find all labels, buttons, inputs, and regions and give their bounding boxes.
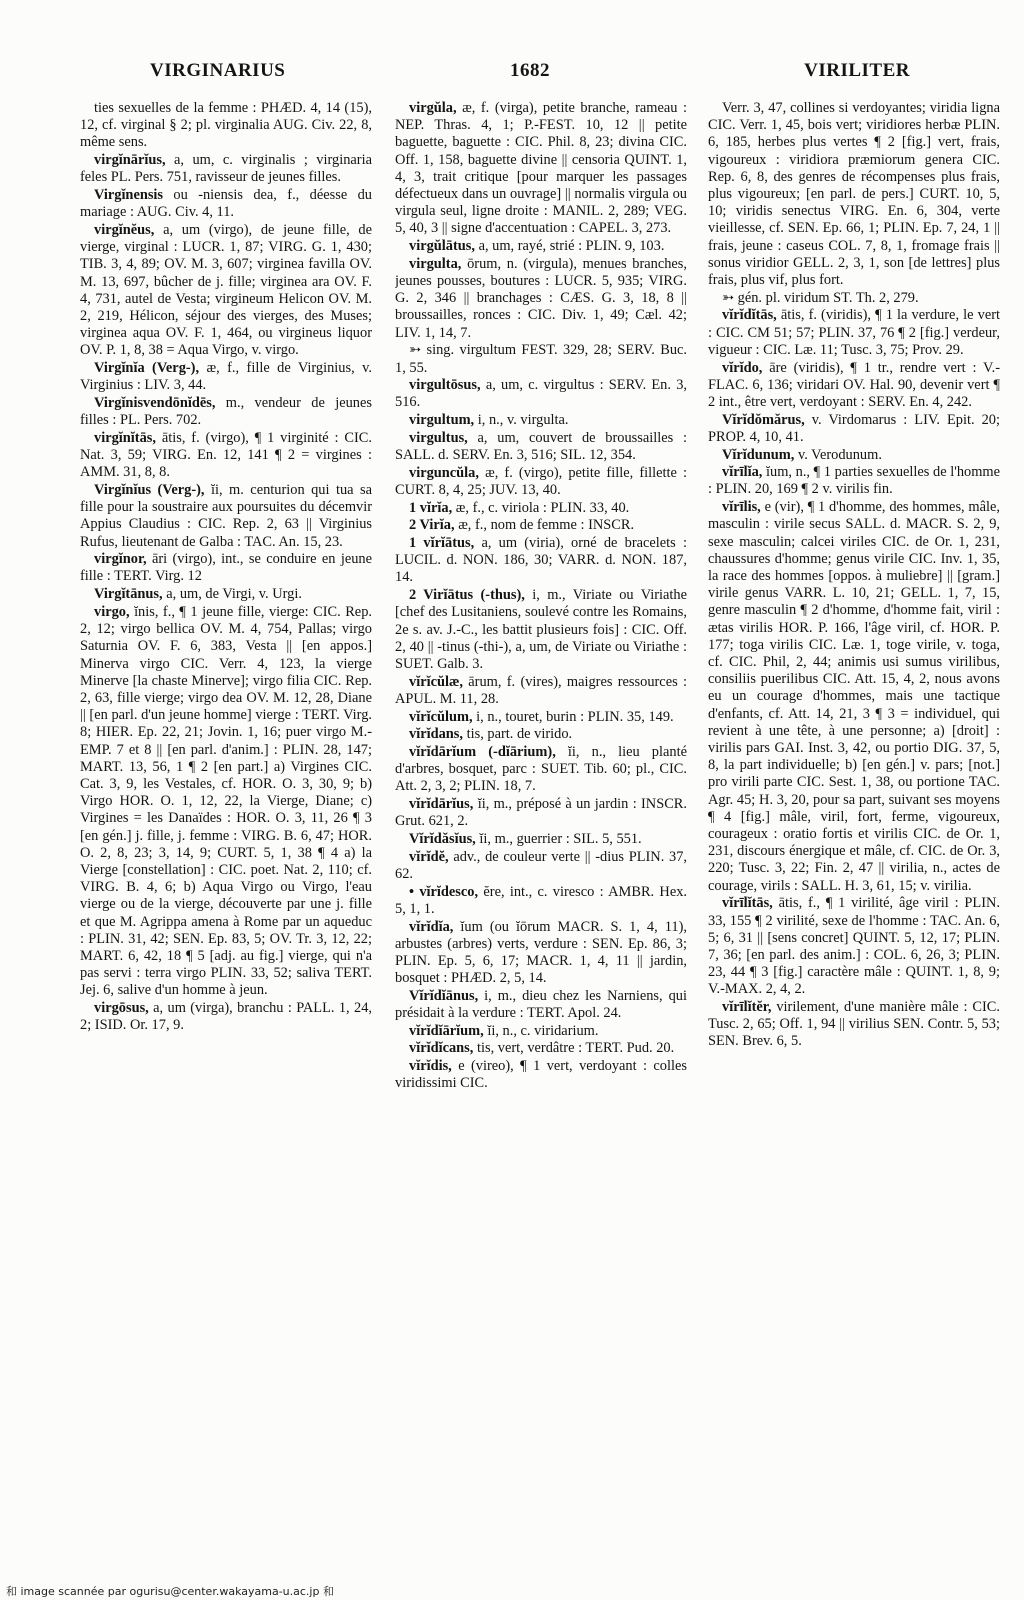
entry-definition: a, um, c. virginalis ; virginaria feles PL. Pers. 751, ravisseur de jeunes filles. xyxy=(80,152,372,186)
dictionary-entry xyxy=(395,709,687,726)
entry-headword: 1 vĭrĭa, xyxy=(409,499,453,516)
dictionary-entry xyxy=(395,988,687,1022)
entry-headword: vĭrĭdĭcans, xyxy=(409,1040,474,1057)
entry-definition: æ, f., c. viriola : PLIN. 33, 40. xyxy=(455,499,630,516)
entry-headword: vĭrĭdĕ, xyxy=(409,848,449,865)
entry-definition: ĭi, m., guerrier : SIL. 5, 551. xyxy=(479,831,642,848)
entry-definition: adv., de couleur verte || -dius PLIN. 37, 62. xyxy=(395,848,687,882)
entry-headword: vĭrĭdis, xyxy=(409,1058,452,1075)
dictionary-entry xyxy=(708,307,1000,359)
page-number: 1682 xyxy=(510,60,550,81)
scan-credit: 和 image scannée par ogurisu@center.wakayama-u.ac.jp 和 xyxy=(6,1585,334,1598)
entry-definition: ➳ gén. pl. viridum ST. Th. 2, 279. xyxy=(722,289,919,306)
dictionary-entry xyxy=(395,500,687,517)
entry-headword: Virgĭnĭus (Verg-), xyxy=(94,481,205,498)
dictionary-entry xyxy=(708,447,1000,464)
entry-headword: virgĭnĕus, xyxy=(94,221,155,238)
entry-definition: tis, vert, verdâtre : TERT. Pud. 20. xyxy=(476,1040,675,1057)
dictionary-entry xyxy=(708,290,1000,307)
entry-headword: Virgĭnĭa (Verg-), xyxy=(94,360,200,377)
entry-definition: āre (viridis), ¶ 1 tr., rendre vert : V.-FLAC. 6, 136; viridari OV. Hal. 90, devenir vert ¶ 2 int., être vert, verdoyant : SERV. En. 4, 242. xyxy=(708,359,1000,410)
entry-headword: 2 Virĭātus (-thus), xyxy=(409,587,525,604)
entry-definition: āri (virgo), int., se conduire en jeune fille : TERT. Virg. 12 xyxy=(80,551,372,585)
entry-definition: ĭum (ou ĭōrum MACR. S. 1, 4, 11), arbustes (arbres) verts, verdure : SEN. Ep. 86, 3; PLIN. Ep. 5, 6, 17; MACR. 1, 4, 11 || jardin, bosquet : PHÆD. 2, 5, 14. xyxy=(395,918,687,987)
entry-headword: vĭrĭdĭa, xyxy=(409,918,454,935)
entry-definition: ātis, f., ¶ 1 virilité, âge viril : PLIN. 33, 155 ¶ 2 virilité, sexe de l'homme : TAC. An. 6, 5; 6, 31 || [sens concret] QUINT. 5, 12, 17; PLIN. 7, 36; [en parl. des anim.] : COL. 6, 26, 3; PLIN. 23, 44 ¶ 3 [fig.] caractère mâle : QUINT. 1, 8, 9; V.-MAX. 2, 4, 2. xyxy=(708,895,1000,998)
dictionary-entry xyxy=(395,587,687,673)
entry-definition: ārum, f. (vires), maigres ressources : APUL. M. 11, 28. xyxy=(395,673,687,707)
entry-headword: virgŭlātus, xyxy=(409,238,475,255)
entry-headword: vĭrīlĭa, xyxy=(722,464,763,481)
entry-definition: ātis, f. (viridis), ¶ 1 la verdure, le vert : CIC. CM 51; 57; PLIN. 37, 76 ¶ 2 [fig.] verdeur, vigueur : CIC. Læ. 11; Tusc. 3, 75; Prov. 29. xyxy=(708,307,1000,358)
dictionary-entry xyxy=(395,884,687,918)
entry-headword: vĭrīlĭtĕr, xyxy=(722,999,772,1016)
dictionary-entry xyxy=(395,430,687,464)
dictionary-entry xyxy=(708,895,1000,998)
dictionary-entry xyxy=(80,100,372,152)
dictionary-entry xyxy=(708,412,1000,446)
dictionary-entry xyxy=(80,222,372,360)
entry-headword: virgĭnārĭus, xyxy=(94,152,166,169)
dictionary-entry xyxy=(80,586,372,603)
entry-definition: Verr. 3, 47, collines si verdoyantes; viridia ligna CIC. Verr. 1, 45, bois vert; viridiores herbæ PLIN. 6, 185, herbes plus vertes ¶ 2 [fig.] vert, frais, vigoureux : viridiora præmiorum genera CIC. Rep. 6, 8, des genres de récompenses plus frais, plus vigoureux; [en parl. de pers.] CURT. 10, 5, 10; viridis senectus VIRG. En. 6, 304, verte vieillesse, cf. SEN. Ep. 66, 1; PLIN. Ep. 7, 24, 1 || frais, jeune : caseus COL. 7, 8, 1, fromage frais || sonus viridior GELL. 2, 3, 1, son [de lettres] plus frais, plus vif, plus fort. xyxy=(708,100,1000,289)
column-right xyxy=(708,100,1000,1530)
entry-definition: a, um (virgo), de jeune fille, de vierge, virginal : LUCR. 1, 87; VIRG. G. 1, 430; TIB. 3, 4, 89; OV. M. 3, 607; virginea favilla OV. M. 13, 697, bûcher de j. fille; virginea ara OV. F. 4, 731, autel de Vesta; virgineum Helicon OV. M. 2, 219, Hélicon, séjour des vierges, des Muses; virginea aqua OV. F. 1, 464, ou virgineus liquor OV. P. 1, 8, 38 = Aqua Virgo, v. virgo. xyxy=(80,221,372,359)
header-right-guideword: VIRILITER xyxy=(804,60,910,81)
entry-definition: ĭi, m. centurion qui tua sa fille pour la soustraire aux poursuites du décemvir Appius Claudius : CIC. Rep. 2, 63 || Virginius Rufus, lieutenant de Galba : TAC. An. 15, 23. xyxy=(80,481,372,550)
dictionary-entry xyxy=(395,1040,687,1057)
entry-definition: ĭi, n., lieu planté d'arbres, bosquet, parc : SUET. Tib. 60; pl., CIC. Att. 2, 3, 2; PLIN. 18, 7. xyxy=(395,744,687,795)
entry-definition: æ, f., nom de femme : INSCR. xyxy=(458,517,635,534)
entry-definition: a, um (viria), orné de bracelets : LUCIL. d. NON. 186, 30; VARR. d. NON. 187, 14. xyxy=(395,535,687,586)
dictionary-entry xyxy=(80,152,372,186)
header-left-guideword: VIRGINARIUS xyxy=(150,60,286,81)
entry-headword: Vĭrĭdăsĭus, xyxy=(409,831,476,848)
entry-definition: ou -niensis dea, f., déesse du mariage : AUG. Civ. 4, 11. xyxy=(80,187,372,221)
entry-definition: a, um, couvert de broussailles : SALL. d. SERV. En. 3, 516; SIL. 12, 354. xyxy=(395,429,687,464)
dictionary-entry xyxy=(395,831,687,848)
entry-definition: virilement, d'une manière mâle : CIC. Tusc. 2, 65; Off. 1, 94 || virilius SEN. Contr. 5, 53; SEN. Brev. 6, 5. xyxy=(708,999,1000,1050)
entry-definition: i, m., Viriate ou Viriathe [chef des Lusitaniens, soulevé contre les Romains, 2e s. av. J.-C., les battit plusieurs fois] : CIC. Off. 2, 40 || -tinus (-thi-), a, um, de Viriate ou Viriathe : SUET. Galb. 3. xyxy=(395,587,687,672)
dictionary-entry xyxy=(80,551,372,585)
entry-headword: vĭrĭdārĭus, xyxy=(409,796,474,813)
dictionary-entry xyxy=(708,464,1000,498)
column-middle xyxy=(395,100,687,1530)
entry-definition: a, um, de Virgi, v. Urgi. xyxy=(166,586,302,603)
dictionary-entry xyxy=(395,256,687,342)
entry-headword: Vĭrĭdŏmărus, xyxy=(722,411,805,428)
dictionary-entry xyxy=(395,238,687,255)
dictionary-entry xyxy=(395,517,687,534)
dictionary-entry xyxy=(395,1023,687,1040)
dictionary-entry xyxy=(80,395,372,429)
entry-headword: Vĭrĭdĭānus, xyxy=(409,987,479,1004)
dictionary-entry xyxy=(708,999,1000,1051)
entry-definition: æ, f. (virga), petite branche, rameau : NEP. Thras. 4, 1; P.-FEST. 10, 12 || petite baguette, baguette : CIC. Phil. 8, 23; divina CIC. Off. 1, 158, baguette divine || censoria QUINT. 1, 4, 3, trait critique [pour marquer les passages défectueux dans un ouvrage] || normalis virgula ou virgula seul, ligne droite : MANIL. 2, 289; VEG. 5, 40, 3 || signe d'accentuation : CAPEL. 3, 273. xyxy=(395,100,687,237)
entry-definition: i, n., touret, burin : PLIN. 35, 149. xyxy=(476,708,674,725)
entry-headword: virgĭnĭtās, xyxy=(94,429,156,446)
entry-headword: vĭrĭdĭtās, xyxy=(722,307,777,324)
entry-definition: ties sexuelles de la femme : PHÆD. 4, 14 (15), 12, cf. virginal § 2; pl. virginalia AUG. Civ. 22, 8, même sens. xyxy=(80,100,372,151)
entry-definition: ĭnis, f., ¶ 1 jeune fille, vierge: CIC. Rep. 2, 12; virgo bellica OV. M. 4, 754, Pallas; virgo Saturnia OV. F. 6, 383, Vesta || [en appos.] Minerva virgo CIC. Verr. 4, 123, la vierge Minerve [la chaste Minerve]; virgo filia CIC. Rep. 2, 63, fille vierge; virgo dea OV. M. 12, 28, Diane || [en parl. d'un jeune homme] vierge : TERT. Virg. 8; HIER. Ep. 22, 21; Jovin. 1, 16; puer virgo M.-EMP. 7 et 8 || [en parl. d'anim.] : PLIN. 28, 147; MART. 13, 56, 1 ¶ 2 [en part.] a) Virgines CIC. Cat. 3, 9, les Vestales, cf. HOR. O. 3, 30, 9; b) Virgo HOR. O. 1, 12, 22, la Vierge, Diane; c) Virgines = les Danaïdes : HOR. O. 3, 11, 26 ¶ 3 [en gén.] j. fille, j. femme : VIRG. B. 6, 47; HOR. O. 2, 8, 23; 3, 14, 9; CURT. 5, 1, 38 ¶ 4 a) la Vierge [constellation] : CIC. poet. Nat. 2, 110; cf. VIRG. B. 4, 6; b) Aqua Virgo ou Virgo, l'eau vierge ou de la vierge, découverte par une j. fille et que M. Agrippa amena à Rome par un aqueduc : PLIN. 31, 42; SEN. Ep. 83, 5; OV. Tr. 3, 12, 22; MART. 6, 42, 18 ¶ 5 [adj. au fig.] vierge, qui n'a pas servi : terra virgo PLIN. 33, 52; saliva TERT. Jej. 6, salive d'un homme à jeun. xyxy=(80,603,372,999)
entry-headword: Virgĭnisvendōnĭdēs, xyxy=(94,394,216,411)
dictionary-entry xyxy=(395,744,687,796)
entry-headword: Virgĭtānus, xyxy=(94,586,163,603)
dictionary-entry xyxy=(708,360,1000,412)
entry-headword: Vĭrĭdunum, xyxy=(722,446,795,463)
entry-definition: ĭum, n., ¶ 1 parties sexuelles de l'homme : PLIN. 20, 169 ¶ 2 v. virilis fin. xyxy=(708,464,1000,498)
entry-headword: vĭrĭdans, xyxy=(409,726,463,743)
dictionary-entry xyxy=(80,187,372,221)
column-left xyxy=(80,100,372,1530)
dictionary-entry xyxy=(80,360,372,394)
entry-headword: vĭrĭcŭlum, xyxy=(409,708,473,725)
entry-headword: vĭrĭdĭārĭum, xyxy=(409,1022,484,1039)
entry-headword: virgŭla, xyxy=(409,100,457,116)
entry-headword: virgultum, xyxy=(409,412,475,429)
dictionary-entry xyxy=(80,1000,372,1034)
entry-headword: virgultus, xyxy=(409,429,468,446)
dictionary-entry xyxy=(708,100,1000,289)
page-header xyxy=(150,60,910,90)
entry-definition: e (vir), ¶ 1 d'homme, des hommes, mâle, masculin : virile secus SALL. d. MACR. S. 2, 9, sexe masculin; calcei viriles CIC. de Or. 1, 231, chaussures d'homme; genus virile CIC. Inv. 1, 35, la race des hommes [oppos. à muliebre] || [gram.] virile genus VARR. L. 10, 21; GELL. 1, 7, 15, genre masculin ¶ 2 d'homme, d'homme fait, viril : ætas virilis HOR. P. 166, l'âge viril, cf. HOR. P. 177; toga virilis CIC. Læ. 1, toge virile, v. toga, cf. CIC. Phil, 2, 44; animis usi sumus virilibus, consiliis puerilibus CIC. Att. 15, 4, 2, nous avons eu un courage d'hommes, mais une tactique d'enfants, cf. Att. 14, 21, 3 ¶ 3 = individuel, qui revient à une tête, à une personne; a) [droit] : virilis pars GAI. Inst. 3, 42, ou portio DIG. 37, 5, 8, la part individuelle; b) [en gén.] v. pars; [not.] pro virili parte CIC. Sest. 1, 38, ou portione TAC. Agr. 45; H. 3, 20, pour sa part, suivant ses moyens ¶ 4 [fig.] mâle, viril, fort, ferme, vigoureux, courageux : oratio fortis et virilis CIC. de Or. 1, 231, discours énergique et mâle, cf. CIC. de Or. 3, 220; Tusc. 3, 22; Fin. 2, 47 || virilia, n., actes de courage, virils : SALL. H. 3, 61, 15; v. virilia. xyxy=(708,499,1000,894)
entry-headword: vĭrĭdo, xyxy=(722,359,763,376)
entry-headword: vĭrīlĭtās, xyxy=(722,895,773,912)
entry-headword: • vĭrĭdesco, xyxy=(409,883,479,900)
entry-headword: vĭrīlis, xyxy=(722,499,761,516)
entry-definition: a, um, rayé, strié : PLIN. 9, 103. xyxy=(478,238,665,255)
dictionary-entry xyxy=(708,499,1000,895)
entry-headword: virgulta, xyxy=(409,255,462,272)
dictionary-entry xyxy=(395,1058,687,1092)
entry-headword: virgĭnor, xyxy=(94,551,147,568)
entry-definition: ōrum, n. (virgula), menues branches, jeunes pousses, boutures : LUCR. 5, 935; VIRG. G. 2, 346 || branchages : CÆS. G. 3, 18, 8 || broussailles, ronces : CIC. Div. 1, 49; Cæl. 42; LIV. 1, 14, 7. xyxy=(395,255,687,341)
entry-definition: æ, f. (virgo), petite fille, fillette : CURT. 8, 4, 25; JUV. 13, 40. xyxy=(395,464,687,498)
entry-definition: e (vireo), ¶ 1 vert, verdoyant : colles viridissimi CIC. xyxy=(395,1058,687,1092)
dictionary-entry xyxy=(395,100,687,238)
entry-definition: ātis, f. (virgo), ¶ 1 virginité : CIC. Nat. 3, 59; VIRG. En. 12, 141 ¶ 2 = virgines : AMM. 31, 8, 8. xyxy=(80,429,372,481)
dictionary-entry xyxy=(80,430,372,482)
dictionary-entry xyxy=(80,604,372,1000)
dictionary-entry xyxy=(395,535,687,587)
entry-definition: a, um (virga), branchu : PALL. 1, 24, 2; ISID. Or. 17, 9. xyxy=(80,1000,372,1034)
dictionary-entry xyxy=(395,465,687,499)
entry-definition: tis, part. de virido. xyxy=(466,726,573,743)
entry-headword: 2 Virĭa, xyxy=(409,517,455,534)
dictionary-entry xyxy=(395,796,687,830)
entry-definition: v. Virdomarus : LIV. Epit. 20; PROP. 4, 10, 41. xyxy=(708,411,1000,445)
entry-headword: vĭrĭdārĭum (-dĭārium), xyxy=(409,744,556,761)
entry-definition: ĭi, m., préposé à un jardin : INSCR. Grut. 621, 2. xyxy=(395,796,687,830)
entry-definition: ĭi, n., c. viridarium. xyxy=(487,1022,599,1039)
entry-definition: a, um, c. virgultus : SERV. En. 3, 516. xyxy=(395,377,687,411)
entry-headword: vĭrĭcŭlæ, xyxy=(409,673,463,690)
entry-headword: virgōsus, xyxy=(94,1000,149,1017)
entry-definition: v. Verodunum. xyxy=(797,446,882,463)
entry-headword: 1 vĭrĭātus, xyxy=(409,535,475,552)
dictionary-entry xyxy=(80,482,372,551)
dictionary-entry xyxy=(395,726,687,743)
dictionary-entry xyxy=(395,377,687,411)
dictionary-entry xyxy=(395,412,687,429)
entry-headword: Virgĭnensis xyxy=(94,187,164,204)
entry-definition: i, n., v. virgulta. xyxy=(477,412,569,429)
entry-headword: virgo, xyxy=(94,603,130,620)
entry-definition: ➳ sing. virgultum FEST. 329, 28; SERV. Buc. 1, 55. xyxy=(395,342,687,376)
entry-definition: m., vendeur de jeunes filles : PL. Pers. 702. xyxy=(80,394,372,429)
entry-headword: virgultōsus, xyxy=(409,377,481,394)
dictionary-entry xyxy=(395,674,687,708)
entry-definition: æ, f., fille de Virginius, v. Virginius : LIV. 3, 44. xyxy=(80,360,372,394)
entry-definition: i, m., dieu chez les Narniens, qui présidait à la verdure : TERT. Apol. 24. xyxy=(395,987,687,1022)
dictionary-entry xyxy=(395,919,687,988)
dictionary-entry xyxy=(395,342,687,376)
entry-headword: virguncŭla, xyxy=(409,464,479,481)
dictionary-entry xyxy=(395,849,687,883)
entry-definition: ĕre, int., c. viresco : AMBR. Hex. 5, 1, 1. xyxy=(395,883,687,917)
